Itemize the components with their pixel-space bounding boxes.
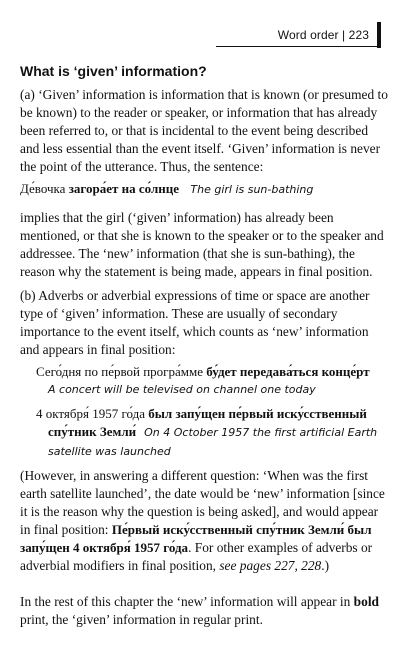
paragraph-a: (a) ‘Given’ information is information that is known (or presumed to be known) to the reader or speaker, or information that has already been referred to, or that is incidental to the event being described and less essential than the event itself. ‘Given’ information is never the point of the utterance. Thus, the sentence: [20,87,388,174]
paragraph-rest-of-chapter [20,593,388,629]
example-3-new-line2: спу́тник Земли́ [48,424,137,439]
example-2-new: бу́дет передава́ться конце́рт [206,364,370,379]
example-1-new: загора́ет на со́лнце [65,181,180,196]
paragraph-however-text-3: .) [321,558,330,573]
example-1-gloss: The girl is sun-bathing [190,183,314,196]
page-reference-link[interactable]: see pages 227, 228 [219,558,322,573]
header-bar [377,22,381,48]
example-1 [20,180,388,199]
running-header-title: Word order | 223 [277,28,369,42]
example-3-given: 4 октября́ 1957 го́да [36,406,149,421]
page-content [20,62,388,629]
paragraph-a-continued: implies that the girl (‘given’ information) has already been mentioned, or that she is known to the speaker or to the speaker and addressee. The ‘new’ information (that she is sun-bathing), the reason why the statement is being made, appears in final position. [20,210,384,279]
example-2 [20,363,388,399]
example-3-gloss: On 4 October 1957 the first artificial Earth satellite was launched [48,426,378,458]
paragraph-however [20,467,388,575]
paragraph-however-text-1: (However, in answering a different question: ‘When was the first earth satellite launched’, the date would be ‘new’ information [since it is the reason why the question is being asked], and would appear in final position: [20,468,385,537]
example-3-new-line1: был запу́щен пе́рвый иску́сственный [148,406,367,421]
example-2-gloss: A concert will be televised on channel one today [48,383,316,396]
paragraph-however-text-2: . For other examples of adverbs or adverbial modifiers in final position, [20,540,373,573]
paragraph-however-russian: Пе́рвый иску́сственный спу́тник Земли́ был запу́щен 4 октября́ 1957 го́да [20,522,372,555]
paragraph-rest-bold-word: bold [353,594,379,609]
section-heading: What is ‘given’ information? [20,63,207,79]
example-3 [20,405,388,461]
paragraph-b: (b) Adverbs or adverbial expressions of time or space are another type of ‘given’ information. These are usually of secondary importance to the event itself, which counts as ‘new’ information and appears in final position: [20,288,370,357]
example-2-given: Сего́дня по пе́рвой програ́мме [36,364,207,379]
paragraph-rest-text-1: In the rest of this chapter the ‘new’ information will appear in [20,594,354,609]
running-header [216,20,381,47]
example-1-given: Де́вочка [20,181,66,196]
paragraph-rest-text-2: print, the ‘given’ information in regular print. [20,612,263,627]
